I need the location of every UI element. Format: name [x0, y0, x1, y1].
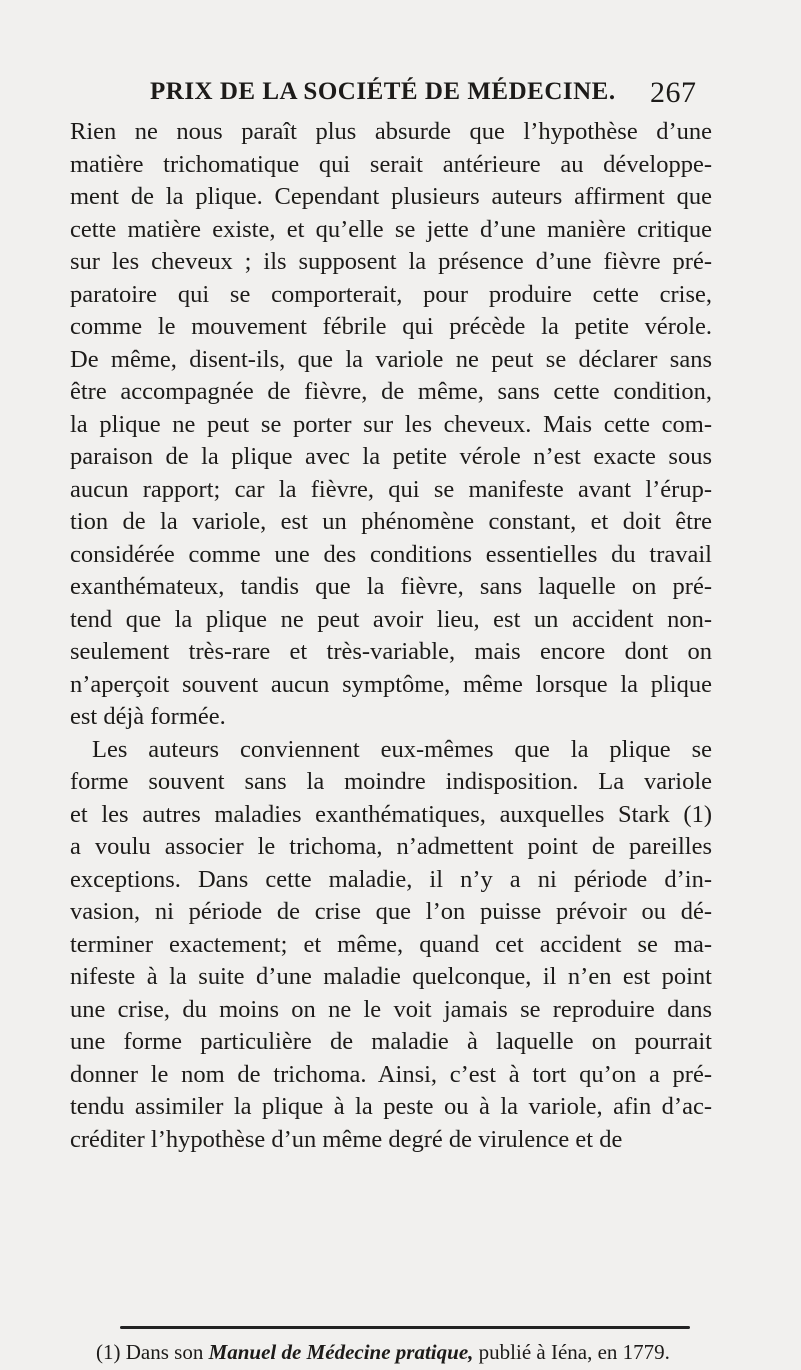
- text-line: Rien ne nous paraît plus absurde que l’hypothèse d’une: [70, 118, 712, 145]
- text-line: tion de la variole, est un phénomène constant, et doit être: [70, 508, 712, 535]
- text-line: est déjà formée.: [70, 703, 226, 730]
- text-line: sur les cheveux ; ils supposent la présence d’une fièvre pré-: [70, 248, 712, 275]
- text-line: comme le mouvement fébrile qui précède la petite vérole.: [70, 313, 712, 340]
- footnote-marker: (1) Dans son: [96, 1340, 209, 1364]
- text-line: forme souvent sans la moindre indisposition. La variole: [70, 768, 712, 795]
- text-line: considérée comme une des conditions essentielles du travail: [70, 540, 712, 568]
- text-line: ment de la plique. Cependant plusieurs auteurs affirment que: [70, 183, 712, 210]
- text-line: a voulu associer le trichoma, n’admettent point de pareilles: [70, 833, 712, 860]
- running-title: PRIX DE LA SOCIÉTÉ DE MÉDECINE.: [150, 78, 616, 105]
- text-line: matière trichomatique qui serait antérieure au développe-: [70, 150, 712, 178]
- text-line: créditer l’hypothèse d’un même degré de virulence et de: [70, 1125, 623, 1153]
- text-line: une forme particulière de maladie à laquelle on pourrait: [70, 1028, 712, 1055]
- footnote-rule: [120, 1326, 690, 1329]
- page-number: 267: [650, 76, 697, 109]
- text-line: donner le nom de trichoma. Ainsi, c’est à tort qu’on a pré-: [70, 1060, 712, 1088]
- text-line: paratoire qui se comporterait, pour produire cette crise,: [70, 280, 712, 308]
- text-line: tend que la plique ne peut avoir lieu, est un accident non-: [70, 605, 712, 633]
- text-line: aucun rapport; car la fièvre, qui se manifeste avant l’érup-: [70, 475, 712, 503]
- footnote-details: publié à Iéna, en 1779.: [473, 1340, 670, 1364]
- body-text: [70, 116, 712, 1156]
- footnote: [96, 1340, 736, 1365]
- text-line: seulement très-rare et très-variable, mais encore dont on: [70, 638, 712, 665]
- text-line: la plique ne peut se porter sur les cheveux. Mais cette com-: [70, 410, 712, 438]
- text-line: De même, disent-ils, que la variole ne peut se déclarer sans: [70, 345, 712, 373]
- text-line: vasion, ni période de crise que l’on puisse prévoir ou dé-: [70, 898, 712, 925]
- text-line: paraison de la plique avec la petite vérole n’est exacte sous: [70, 443, 712, 470]
- text-line: cette matière existe, et qu’elle se jette d’une manière critique: [70, 215, 712, 243]
- text-line: nifeste à la suite d’une maladie quelconque, il n’en est point: [70, 963, 712, 990]
- text-line: n’aperçoit souvent aucun symptôme, même lorsque la plique: [70, 670, 712, 698]
- text-line: terminer exactement; et même, quand cet accident se ma-: [70, 930, 712, 958]
- page-header: [150, 76, 710, 109]
- text-line: Les auteurs conviennent eux-mêmes que la plique se: [92, 735, 712, 763]
- text-line: être accompagnée de fièvre, de même, sans cette condition,: [70, 378, 712, 405]
- text-line: exceptions. Dans cette maladie, il n’y a ni période d’in-: [70, 865, 712, 893]
- text-line: tendu assimiler la plique à la peste ou à la variole, afin d’ac-: [70, 1093, 712, 1120]
- footnote-book-title: Manuel de Médecine pratique,: [208, 1340, 474, 1364]
- text-line: et les autres maladies exanthématiques, auxquelles Stark (1): [70, 800, 712, 828]
- text-line: une crise, du moins on ne le voit jamais se reproduire dans: [70, 995, 712, 1023]
- text-line: exanthémateux, tandis que la fièvre, sans laquelle on pré-: [70, 573, 712, 600]
